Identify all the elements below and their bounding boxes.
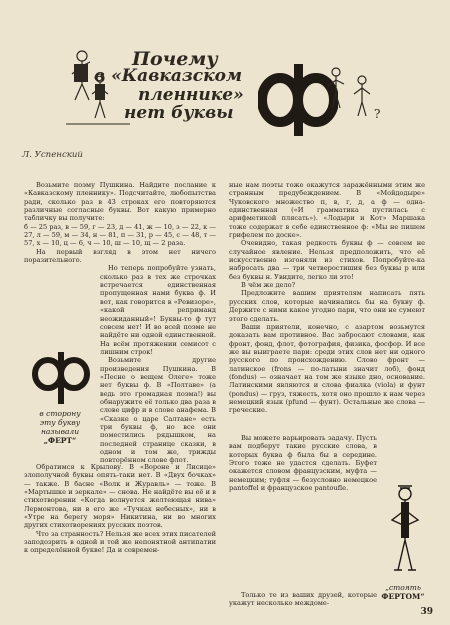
paragraph: ные нам поэты тоже окажутся заражёнными этим же странным предубеждением. В «Мойдодыре» Чуковского множество п, в, г, д, а ф — одна-единственная («И грамматика пустилась с арифметикой плясать»). «Лодыри и Кот» Маршака тоже содержат в себе единственное ф: «Мы не пишем грифелем по доске». <box>229 181 425 240</box>
paragraph: Возьмите поэму Пушкина. Найдите послание к «Кавказскому пленнику». Подсчитайте, любопытства ради, сколько раз в 43 строках его повторяются различные согласные буквы. Вот какую примерно табличку вы получите: <box>24 181 216 223</box>
author-name: Л. Успенский <box>22 150 83 160</box>
paragraph: На первый взгляд в этом нет ничего поразительного. <box>24 247 216 265</box>
caption-line: называли <box>40 427 80 436</box>
paragraph: Ваши приятели, конечно, с азартом возьмутся доказать вам противное. Вас забросают словами, как фронт, фонд, флот, фотография, физика, фосфор. И все же вы выиграете пари: среди этих слов нет ни одного русского по происхождению. Слово фронт — латинское (frons — по-латыни значит лоб), фонд (fondus) — означает на том же языке дно, основание. Латинскими являются и слова фиалка (viola) и фунт (pondus) — груз, тяжесть, хотя оно прошло к нам через немецкий язык (pfund — фунт). Остальные же слова — греческие. <box>229 322 425 415</box>
column-right-lower-text <box>229 434 377 492</box>
caption-line: „ФЕРТ“ <box>43 436 77 445</box>
paragraph: В чём же дело? <box>241 281 296 290</box>
title-line-3: пленнике» <box>138 85 244 105</box>
svg-text:?: ? <box>374 107 381 121</box>
caption-right <box>372 583 434 601</box>
paragraph: Обратимся к Крылову. В «Вороне и Лисице» злополучной буквы опять-таки нет. В «Двух бочках» — также. В басне «Волк и Журавль» — тоже. В «Мартышке и зеркале» — снова. Не найдёте вы её и в стихотворении «Когда волнуется желтеющая нива» Лермонтова, ни в его же «Тучках небесных», ни в «Утре на берегу моря» Никитина, ни во многих других стихотворениях русских поэтов. <box>24 463 216 530</box>
column-left-lower-text <box>24 463 216 555</box>
paragraph: Возьмите другие произведения Пушкина. В «Песне о вещем Олеге» тоже нет буквы ф. В «Полтаве» (а ведь это громадная поэма!) вы обнаружите её только два раза в слове цифр и в слове анафема. В «Сказке о царе Салтане» есть три буквы ф, но все они поместились рядышком, на последней странице сказки, в одном и том же, трижды повторённом слове флот. <box>100 356 216 465</box>
paragraph: Предложите вашим приятелям написать пять русских слов, которые начинались бы на букву ф. Держите с ними какое угодно пари, что они не сумеют этого сделать. <box>229 289 425 323</box>
caption-line: эту букву <box>39 418 81 427</box>
title-line-1: Почему <box>132 48 218 70</box>
title-line-2: в «Кавказском <box>94 66 243 86</box>
column-right-text <box>229 181 425 415</box>
paragraph: Вы можете варьировать задачу. Пусть вам подберут такие русские слова, в которых буква ф была бы в середине. Этого тоже не удастся сделать. Буфет окажется словом французским, муфта — немецким; туфля — безусловно немецкое pantoffel и французское pantoufle. <box>229 434 377 493</box>
page-number: 39 <box>420 607 433 617</box>
paragraph: Очевидно, такая редкость буквы ф — совсем не случайное явление. Нельзя предположить, что её искусственно изгоняли из стихов. Попробуйте-ка набросать два — три четверостишия без буквы р или без буквы н. Увидите, легко ли это! <box>229 239 425 281</box>
paragraph: Но теперь попробуйте узнать, сколько раз в тех же строчках встречается единственная пропущенная нами буква ф. И вот, как говорится в «Ревизоре», «какой реприманд неожиданный»! Буквы-то ф тут совсем нет! И во всей поэме не найдёте ни одной единственной. На всём протяжении семисот с лишним строк! <box>100 264 216 356</box>
fert-letter-illustration <box>28 350 98 406</box>
title-line-4: нет буквы <box>124 103 234 123</box>
caption-line: ФЕРТОМ“ <box>381 592 425 601</box>
men-on-letter-illustration <box>316 60 386 140</box>
column-right-bottom-text: Только те из ваших друзей, которые укажут несколько междоме- <box>229 591 377 608</box>
man-standing-fert-illustration <box>380 480 430 580</box>
caption-left <box>22 409 98 445</box>
paragraph: Что за странность? Нельзя же всех этих писателей заподозрить в одной и той же непонятной антипатии к определённой букве! Да и современ- <box>24 529 216 555</box>
caption-line: „стоять <box>385 583 421 592</box>
paragraph: б — 25 раз, в — 59, г — 23, д — 41, ж — 10, з — 22, к — 27, л — 59, м — 34, н — 81, п — 31, р — 45, с — 48, т — 57, х — 10, ц — 6, ч — 10, ш — 10, щ — 2 раза. <box>24 222 216 248</box>
caption-line: в сторону <box>39 409 81 418</box>
